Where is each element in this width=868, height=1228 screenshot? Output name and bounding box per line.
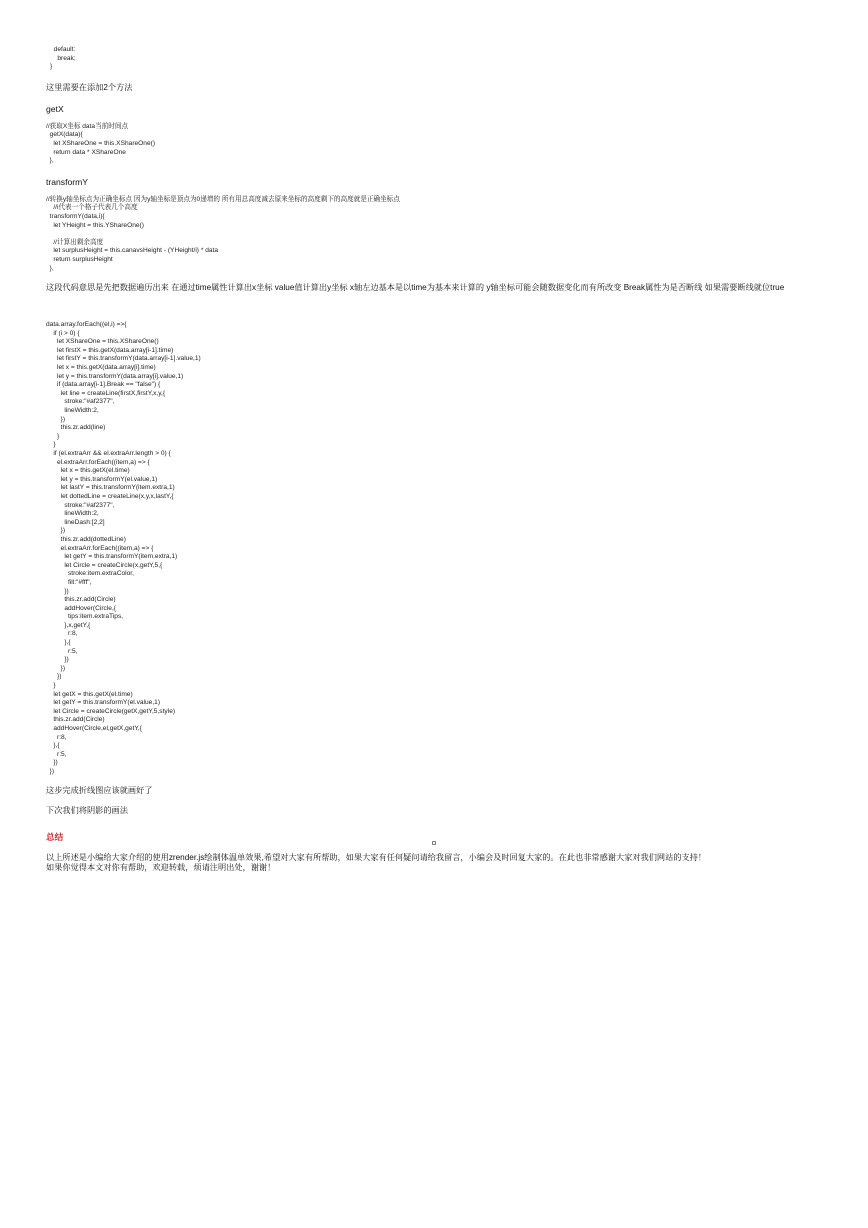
code-block-transformy: //转换y轴坐标点为正确坐标点 因为y轴坐标是顶点为0递增的 所有用总高度减去原来坐标的高度剩下的高度就是正确坐标点 //i代表一个格子代表几个高度 transformY(data,i){ let YHeight = this.YShareOne() //计算出剩余高度 let surplusHeight = this.canavsHeight - (YHeight/i) * data return surplusHeight }, [46,195,400,272]
article-body [46,46,826,873]
heading-transformy: transformY [46,176,89,187]
code-block-main: data.array.forEach((el,i) =>{ if (i > 0) { let XShareOne = this.XShareOne() let firstX = this.getX(data.array[i-1].time) let firstY = this.transformY(data.array[i-1].value,1) let x = this.getX(data.array[i].time) let y = this.transformY(data.array[i].value,1) if (data.array[i-1].Break == "false") { let line = createLine(firstX,firstY,x,y,{ stroke:"#af2377", lineWidth:2, }) this.zr.add(line) } } if (el.extraArr && el.extraArr.length > 0) { el.extraArr.forEach((item,a) => { let x = this.getX(el.time) let y = this.transformY(el.value,1) let lastY = this.transformY(item.extra,1) let dottedLine = createLine(x,y,x,lastY,{ stroke:"#af2377", lineWidth:2, lineDash:[2,2] }) this.zr.add(dottedLine) el.extraArr.forEach((item,a) => { let getY = this.transformY(item.extra,1) let Circle = createCircle(x,getY,5,{ stroke:item.extraColor, fill:"#fff", }) this.zr.add(Circle) addHover(Circle,{ tips:item.extraTips, },x,getY,{ r:8, },{ r:5, }) }) }) } let getX = this.getX(el.time) let getY = this.transformY(el.value,1) let Circle = createCircle(getX,getY,5,style) this.zr.add(Circle) addHover(Circle,el,getX,getY,{ r:8, },{ r:5, }) }) [46,321,201,775]
summary-line-2: 如果你觉得本文对你有帮助，欢迎转载，烦请注明出处，谢谢！ [46,862,276,872]
heading-getx: getX [46,103,64,114]
paragraph-add-methods: 这里需要在添加2个方法 [46,82,133,92]
paragraph-done: 这步完成折线图应该就画好了 [46,785,153,795]
summary-heading: 总结 [46,831,64,842]
summary-line-1: 以上所述是小编给大家介绍的使用zrender.js绘制体温单效果,希望对大家有所帮助，如果大家有任何疑问请给我留言，小编会及时回复大家的。在此也非常感谢大家对我们网站的支持！ [46,852,707,862]
small-square-marker [432,841,436,845]
paragraph-next: 下次我们将阴影的画法 [46,805,128,815]
paragraph-explanation: 这段代码意思是先把数据遍历出来 在通过time属性计算出x坐标 value值计算出y坐标 x轴左边基本是以time为基本来计算的 y轴坐标可能会随数据变化而有所改变 Break属性为是否断线 如果需要断线就位true [46,283,785,293]
code-block-getx: //获取X坐标 data当前时间点 getX(data){ let XShareOne = this.XShareOne() return data * XShareOne }, [46,122,156,165]
code-block-default: default: break; } [50,46,76,71]
